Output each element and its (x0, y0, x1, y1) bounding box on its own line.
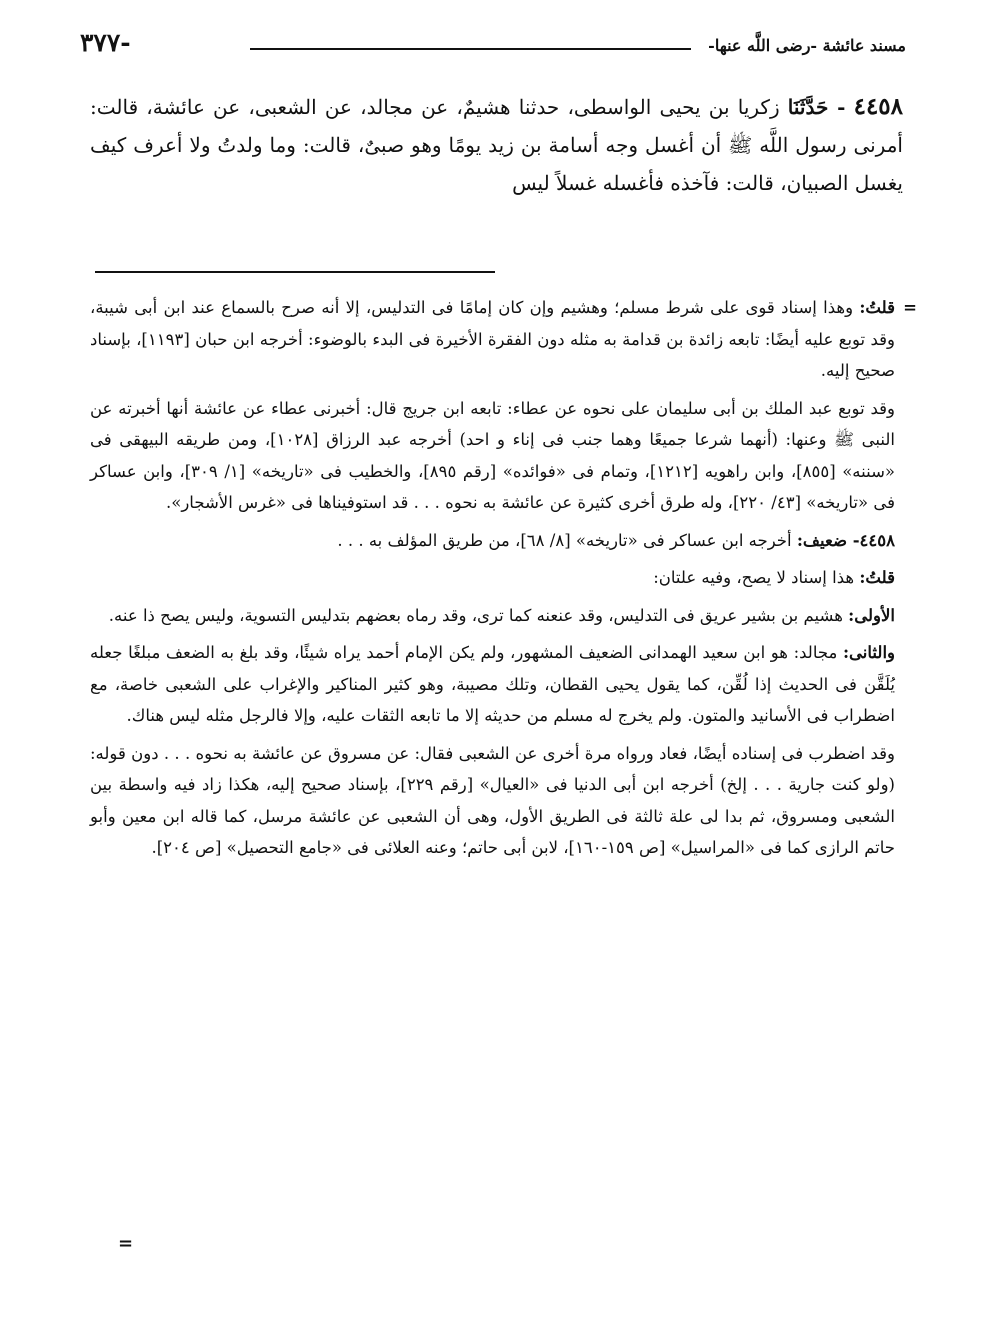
note-lead: الأولى: (848, 605, 895, 625)
footnotes (90, 292, 917, 870)
header-rule (250, 48, 691, 50)
note-text: وقد اضطرب فى إسناده أيضًا، فعاد ورواه مرة أخرى عن الشعبى فقال: عن مسروق عن عائشة به نحوه . . . دون قوله: (ولو كنت جارية . . . إلخ) أخرجه ابن أبى الدنيا فى «العيال» [رقم ٢٢٩]، بإسناد صحيح إليه، هكذا زاد فيه واسطة بين الشعبى ومسروق، ثم بدا لى علة ثالثة فى الطريق الأول، وهى أن الشعبى عن عائشة مرسل، كما قاله ابن معين وأبو حاتم الرازى كما فى «المراسيل» [ص ١٥٩-١٦٠]، لابن أبى حاتم؛ وعنه العلائى فى «جامع التحصيل» [ص ٢٠٤]. (90, 743, 895, 857)
hadith-lead: - حَدَّثَنَا (787, 95, 846, 119)
note-paragraph (90, 562, 895, 594)
note-text: مجالد: هو ابن سعيد الهمدانى الضعيف المشهور، ولم يكن الإمام أحمد يراه شيئًا، وقد بلغ به الضعف مبلغًا جعله يُلَقَّن فى الحديث إذا لُقِّن، كما يقول يحيى القطان، وتلك مصيبة، وهو كثير المناكير والإغراب على الشعبى خاصة، مع اضطراب فى الأسانيد والمتون. ولم يخرج له مسلم من حديثه إلا ما تابعه الثقات عليه، وإلا فالرجل مثله ليس هناك. (90, 643, 895, 725)
note-paragraph (90, 525, 895, 557)
running-title: مسند عائشة -رضى اللَّه عنها- (708, 36, 906, 55)
page-header (80, 28, 906, 68)
hadith-body: زكريا بن يحيى الواسطى، حدثنا هشيمٌ، عن مجالد، عن الشعبى، عن عائشة، قالت: أمرنى رسول اللَّه ﷺ أن أغسل وجه أسامة بن زيد يومًا وهو صبىٌ، قالت: وما ولدتُ ولا أعرف كيف يغسل الصبيان، قالت: فآخذه فأغسله غسلاً ليس (90, 95, 903, 195)
note-text: هشيم بن بشير عريق فى التدليس، وقد عنعنه كما ترى، وقد رماه بعضهم بتدليس التسوية، وليس يصح ذا عنه. (108, 605, 843, 625)
hadith-number: ٤٤٥٨ (853, 93, 904, 120)
note-lead: قلتُ: (859, 568, 895, 587)
note-lead: والثانى: (842, 643, 895, 662)
hadith-text (90, 88, 903, 202)
end-continuation-marker: = (118, 1233, 134, 1254)
note-lead: ٤٤٥٨- ضعيف: (796, 530, 895, 550)
note-paragraph (90, 738, 895, 864)
note-paragraph (90, 292, 895, 387)
continuation-marker: = (903, 298, 917, 317)
note-paragraph (90, 600, 895, 632)
note-paragraph (90, 637, 895, 732)
note-text: هذا إسناد لا يصح، وفيه علتان: (653, 568, 855, 587)
note-text: أخرجه ابن عساكر فى «تاريخه» [٨/ ٦٨]، من طريق المؤلف به . . . (337, 530, 792, 550)
note-lead: قلتُ: (859, 298, 895, 317)
note-paragraph (90, 393, 895, 519)
note-text: وقد توبع عبد الملك بن أبى سليمان على نحوه عن عطاء: تابعه ابن جريج قال: أخبرنى عطاء عن عائشة أنها أخبرته عن النبى ﷺ وعنها: (أنهما شرعا جميعًا وهما جنب فى إناء و احد) أخرجه عبد الرزاق [١٠٢٨]، ومن طريقه البيهقى فى «سننه» [٨٥٥]، وابن راهويه [١٢١٢]، وتمام فى «فوائده» [رقم ٨٩٥]، والخطيب فى «تاريخه» [١/ ٣٠٩]، وابن عساكر فى «تاريخه» [٤٣/ ٢٢٠]، وله طرق أخرى كثيرة عن عائشة به نحوه . . . قد استوفيناها فى «غرس الأشجار». (90, 398, 896, 512)
footnote-separator (95, 271, 495, 273)
note-text: وهذا إسناد قوى على شرط مسلم؛ وهشيم وإن كان إمامًا فى التدليس، إلا أنه صرح بالسماع عند ابن أبى شيبة، وقد توبع عليه أيضًا: تابعه زائدة بن قدامة به مثله دون الفقرة الأخيرة فى البدء بالوضوء: أخرجه ابن حبان [١١٩٣]، بإسناد صحيح إليه. (90, 298, 895, 380)
page-number: -٣٧٧ (80, 28, 131, 57)
